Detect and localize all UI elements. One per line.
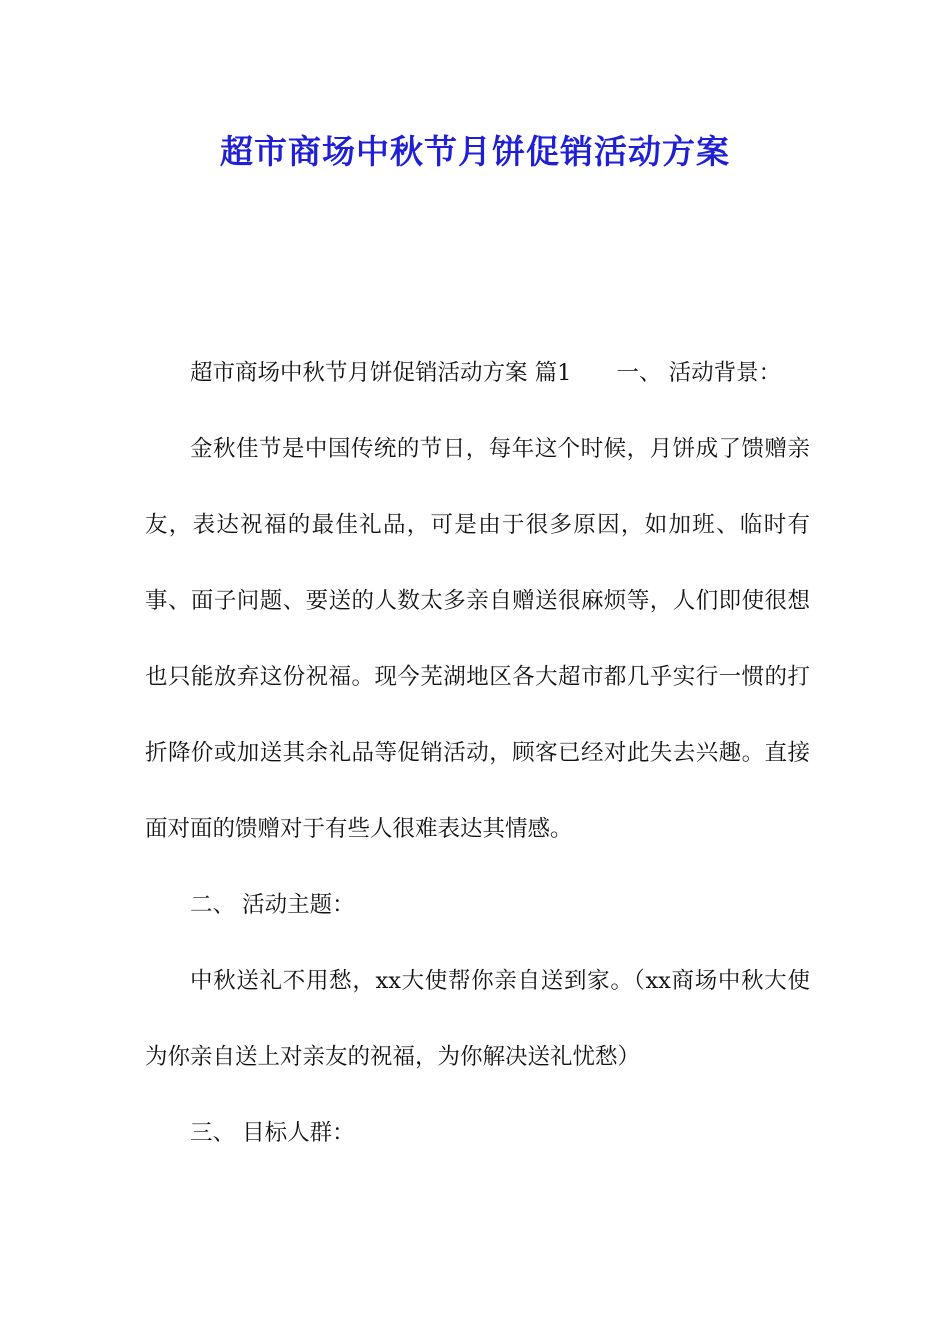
document-body: [145, 335, 810, 1171]
paragraph-section-one-heading: 超市商场中秋节月饼促销活动方案 篇1 一、 活动背景：: [190, 360, 782, 386]
paragraph-theme: 中秋送礼不用愁，xx大使帮你亲自送到家。（xx商场中秋大使为你亲自送上对亲友的祝福，为你解决送礼忧愁）: [145, 968, 810, 1070]
paragraph-background: 金秋佳节是中国传统的节日，每年这个时候，月饼成了馈赠亲友，表达祝福的最佳礼品，可是由于很多原因，如加班、临时有事、面子问题、要送的人数太多亲自赠送很麻烦等，人们即使很想也只能放弃这份祝福。现今芜湖地区各大超市都几乎实行一惯的打折降价或加送其余礼品等促销活动，顾客已经对此失去兴趣。直接面对面的馈赠对于有些人很难表达其情感。: [145, 436, 810, 842]
paragraph-section-three-heading: 三、 目标人群：: [190, 1120, 355, 1146]
paragraph-section-two-heading: 二、 活动主题：: [190, 892, 355, 918]
document-title: 超市商场中秋节月饼促销活动方案: [220, 132, 730, 171]
